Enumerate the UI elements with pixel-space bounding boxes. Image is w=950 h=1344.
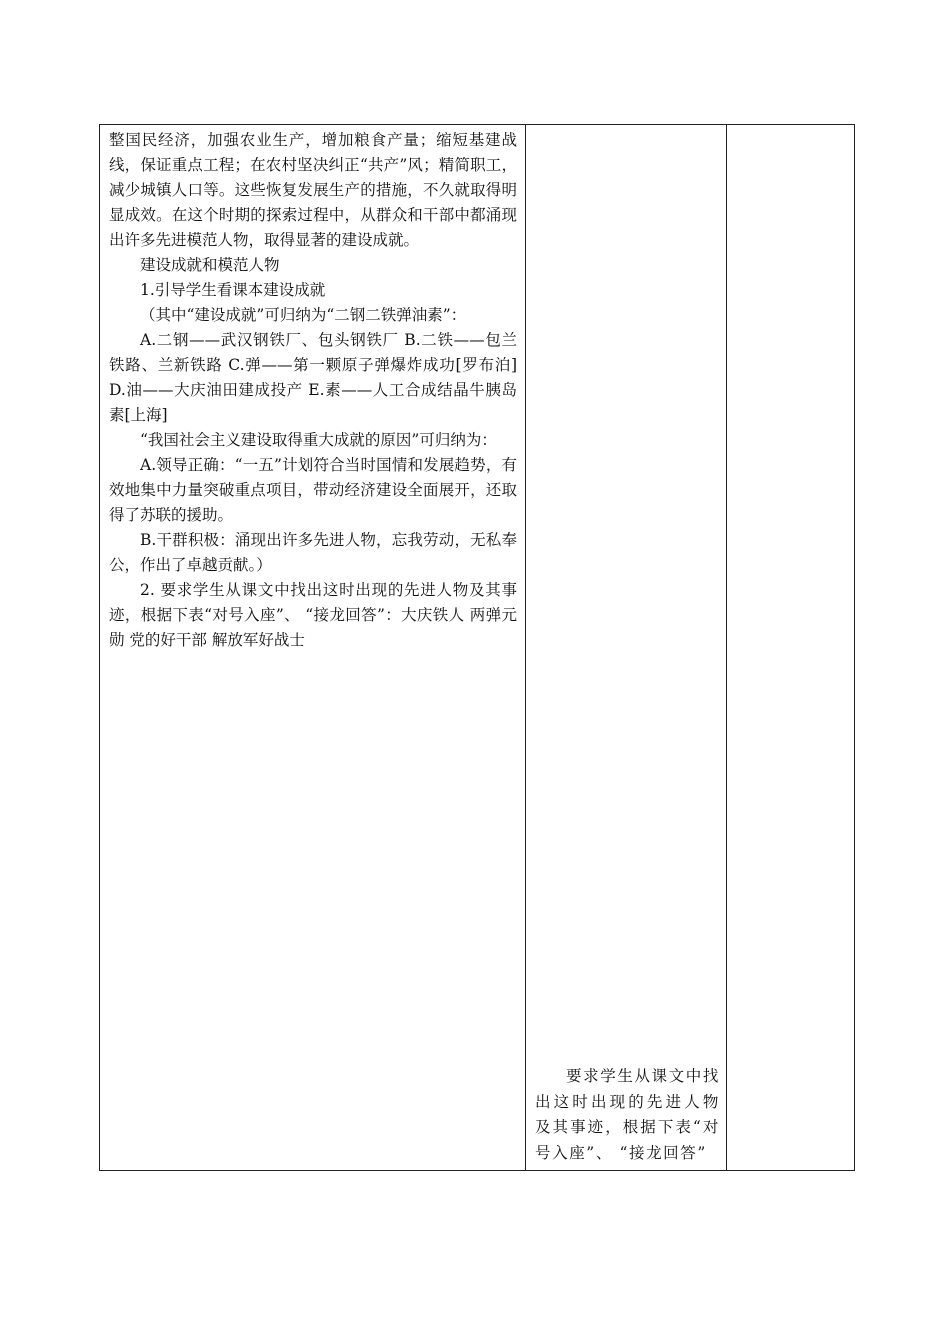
paragraph-measures: 整国民经济，加强农业生产，增加粮食产量；缩短基建战线，保证重点工程；在农村坚决纠正“共产”风；精简职工，减少城镇人口等。这些恢复发展生产的措施，不久就取得明显成效。在这个时期的探索过程中，从群众和干部中都涌现出许多先进模范人物，取得显著的建设成就。 [109,131,517,249]
paragraph-summary-intro: （其中“建设成就”可归纳为“二钢二铁弹油素”： [140,306,467,324]
step-1: 1.引导学生看课本建设成就 [140,281,326,299]
section-heading: 建设成就和模范人物 [140,256,280,274]
reason-b: B.干群积极：涌现出许多先进人物，忘我劳动，无私奉公，作出了卓越贡献。） [109,531,517,574]
table-row [100,125,855,1171]
student-activity-text: 要求学生从课文中找出这时出现的先进人物及其事迹，根据下表“对号入座”、 “接龙回答” [535,1067,720,1162]
lesson-table [99,124,855,1171]
teaching-content [100,125,525,653]
reason-a: A.领导正确：“一五”计划符合当时国情和发展趋势，有效地集中力量突破重点项目，带动经济建设全面展开，还取得了苏联的援助。 [109,456,517,524]
paragraph-achievements-list: A.二钢——武汉钢铁厂、包头钢铁厂 B.二铁——包兰铁路、兰新铁路 C.弹——第一颗原子弹爆炸成功[罗布泊] D.油——大庆油田建成投产 E.素——人工合成结晶牛胰岛素[上海] [109,331,517,424]
paragraph-reasons-intro: “我国社会主义建设取得重大成就的原因”可归纳为： [140,431,497,449]
empty-cell [727,125,855,1171]
student-activity-note [535,1064,720,1166]
student-activity-cell [526,125,727,1171]
step-2: 2. 要求学生从课文中找出这时出现的先进人物及其事迹，根据下表“对号入座”、 “接龙回答”：大庆铁人 两弹元勋 党的好干部 解放军好战士 [109,581,517,649]
teaching-content-cell [100,125,526,1171]
